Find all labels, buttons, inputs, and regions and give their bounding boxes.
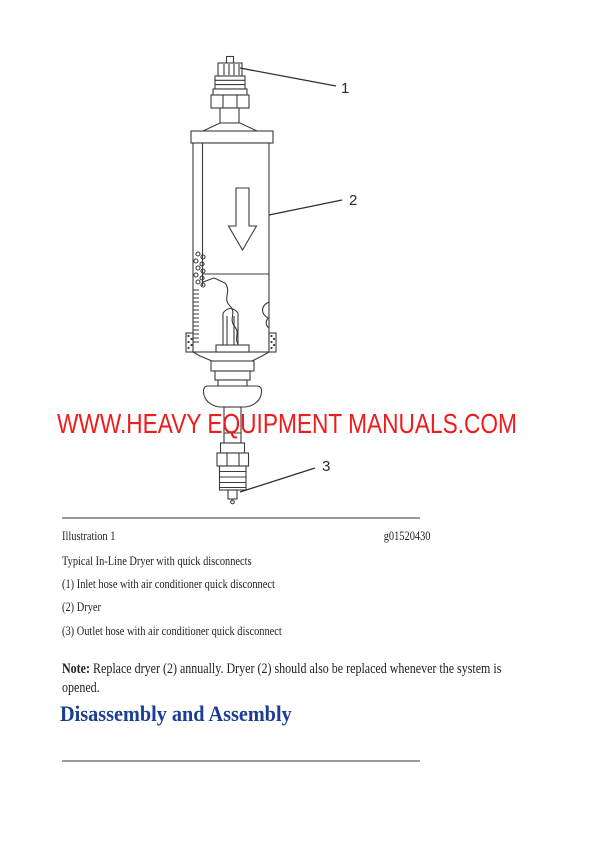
section-heading: Disassembly and Assembly: [60, 701, 292, 726]
callout-3-label: 3: [322, 458, 331, 475]
note-line-1: Replace dryer (2) annually. Dryer (2) should also be replaced whenever the system is: [92, 661, 502, 677]
separator-line-top: [62, 517, 420, 519]
callout-item-2: (2) Dryer: [62, 599, 101, 615]
illustration-meta-row: [62, 528, 430, 543]
note-line-2: opened.: [62, 680, 100, 696]
callout-1-label: 1: [341, 80, 350, 97]
note-paragraph: [62, 660, 510, 698]
figure-callout-list: [62, 572, 337, 643]
figure-caption: Typical In-Line Dryer with quick disconnects: [62, 553, 252, 568]
callout-item-3: (3) Outlet hose with air conditioner quick disconnect: [62, 622, 282, 638]
illustration-id: g01520430: [383, 528, 430, 543]
leader-line-3: [240, 468, 315, 492]
inlet-fitting-drawing: [203, 57, 257, 132]
callout-2-label: 2: [349, 192, 358, 209]
dryer-canister-drawing: [186, 131, 276, 361]
leader-line-2: [269, 200, 342, 215]
callout-item-1: (1) Inlet hose with air conditioner quick disconnect: [62, 575, 275, 591]
illustration-label: Illustration 1: [62, 528, 116, 543]
separator-line-bottom: [62, 760, 420, 762]
watermark-text: WWW.HEAVY EQUIPMENT MANUALS.COM: [57, 408, 517, 439]
leader-line-1: [240, 68, 336, 86]
note-label: Note:: [62, 661, 90, 677]
